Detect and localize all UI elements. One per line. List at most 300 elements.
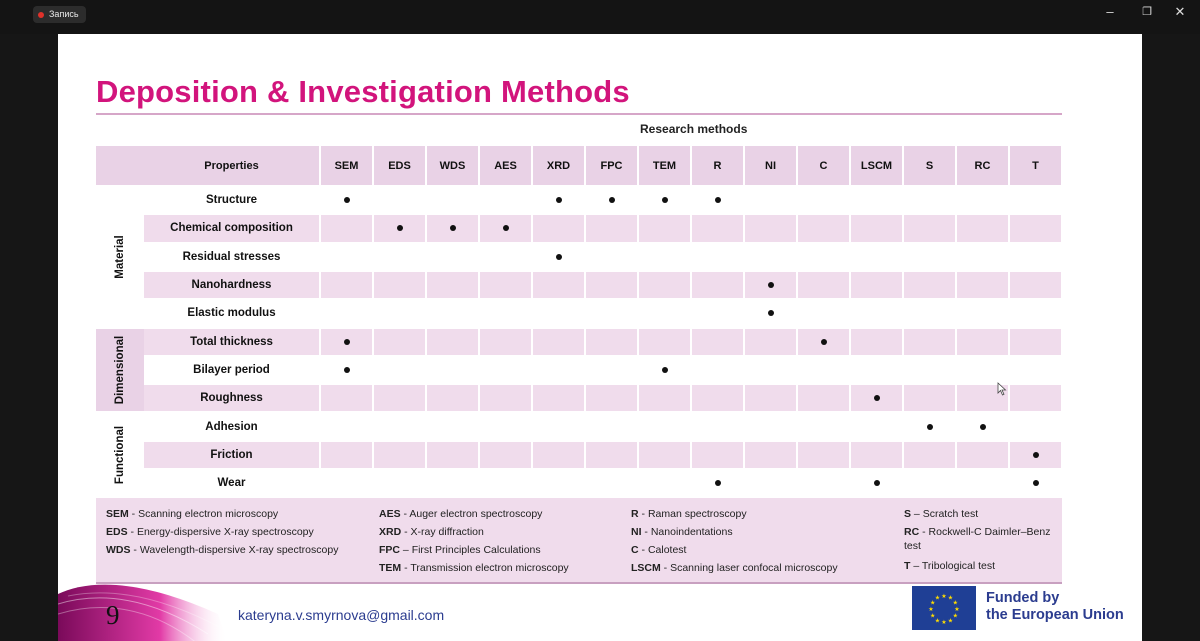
- table-cell: [533, 385, 584, 411]
- legend-abbr: LSCM: [631, 562, 661, 574]
- table-cell: [586, 413, 637, 439]
- table-cell: [533, 357, 584, 383]
- method-header-wds: WDS: [427, 146, 478, 185]
- group-functional: [96, 413, 144, 496]
- legend-entry: [904, 557, 1064, 575]
- table-cell: [321, 470, 372, 496]
- decorative-swirl-icon: [58, 574, 238, 641]
- legend-text: Raman spectroscopy: [647, 508, 747, 520]
- table-cell: [374, 300, 425, 326]
- table-cell: [692, 300, 743, 326]
- table-cell: [904, 300, 955, 326]
- legend-text: Scanning electron microscopy: [138, 508, 279, 520]
- minimize-icon[interactable]: –: [1106, 4, 1114, 19]
- table-cell: [639, 272, 690, 298]
- eu-star-icon: ★: [941, 619, 947, 626]
- table-cell: [586, 272, 637, 298]
- method-header-s: S: [904, 146, 955, 185]
- legend-entry: [631, 541, 838, 559]
- title-divider: [96, 113, 1062, 115]
- table-cell: [851, 300, 902, 326]
- author-email: kateryna.v.smyrnova@gmail.com: [238, 607, 445, 623]
- table-cell: [374, 357, 425, 383]
- table-cell: [957, 470, 1008, 496]
- table-cell: [427, 187, 478, 213]
- bullet-icon: [715, 197, 721, 203]
- table-cell: [692, 413, 743, 439]
- table-cell: [427, 300, 478, 326]
- table-cell: [745, 272, 796, 298]
- funding-line-2: the European Union: [986, 607, 1124, 623]
- table-cell: [957, 272, 1008, 298]
- group-label: Material: [114, 235, 126, 279]
- table-cell: [745, 329, 796, 355]
- group-label: Dimensional: [114, 335, 126, 405]
- mouse-cursor-icon: [997, 382, 1007, 396]
- table-cell: [321, 413, 372, 439]
- table-cell: [586, 470, 637, 496]
- table-cell: [692, 329, 743, 355]
- property-label: Roughness: [144, 385, 319, 411]
- table-cell: [745, 300, 796, 326]
- table-cell: [957, 442, 1008, 468]
- table-cell: [1010, 244, 1061, 270]
- eu-star-icon: ★: [934, 617, 941, 625]
- table-cell: [798, 385, 849, 411]
- legend-separator: –: [911, 508, 923, 520]
- bullet-icon: [980, 424, 986, 430]
- properties-header: Properties: [144, 146, 319, 185]
- table-cell: [374, 244, 425, 270]
- table-cell: [798, 244, 849, 270]
- table-cell: [480, 357, 531, 383]
- method-header-lscm: LSCM: [851, 146, 902, 185]
- table-cell: [904, 187, 955, 213]
- table-cell: [639, 329, 690, 355]
- table-cell: [427, 357, 478, 383]
- table-cell: [586, 187, 637, 213]
- table-cell: [427, 215, 478, 241]
- table-cell: [957, 329, 1008, 355]
- bullet-icon: [556, 197, 562, 203]
- table-cell: [480, 215, 531, 241]
- property-label: Bilayer period: [193, 363, 270, 376]
- legend-abbr: WDS: [106, 544, 131, 556]
- method-header-t: T: [1010, 146, 1061, 185]
- legend-separator: -: [401, 562, 411, 574]
- funding-line-1: Funded by: [986, 590, 1060, 606]
- legend-text: Calotest: [647, 544, 687, 556]
- table-cell: [480, 385, 531, 411]
- table-cell: [1010, 442, 1061, 468]
- table-cell: [533, 244, 584, 270]
- table-cell: [1010, 413, 1061, 439]
- table-cell: [321, 329, 372, 355]
- table-cell: [904, 329, 955, 355]
- table-cell: [692, 272, 743, 298]
- table-cell: [321, 187, 372, 213]
- group-dimensional: [96, 329, 144, 412]
- legend-text: Nanoindentations: [650, 526, 733, 538]
- legend-entry: [904, 525, 1064, 553]
- method-header-c: C: [798, 146, 849, 185]
- table-cell: [639, 413, 690, 439]
- legend-separator: -: [660, 562, 671, 574]
- bullet-icon: [344, 339, 350, 345]
- table-cell: [851, 187, 902, 213]
- legend-text: Scanning laser confocal microscopy: [670, 562, 838, 574]
- table-cell: [1010, 470, 1061, 496]
- table-cell: [745, 244, 796, 270]
- legend-column: [631, 505, 838, 577]
- legend-abbr: S: [904, 508, 912, 520]
- slide-page-number: 9: [106, 600, 120, 630]
- table-cell: [374, 329, 425, 355]
- table-cell: [692, 187, 743, 213]
- header-corner: [96, 146, 144, 185]
- table-cell: [374, 215, 425, 241]
- legend-abbr: FPC: [379, 544, 400, 556]
- legend-abbr: C: [631, 544, 639, 556]
- research-methods-label: Research methods: [640, 122, 748, 136]
- table-cell: [957, 413, 1008, 439]
- bullet-icon: [768, 310, 774, 316]
- property-label: Adhesion: [205, 420, 258, 433]
- bullet-icon: [344, 367, 350, 373]
- eu-star-icon: ★: [941, 593, 947, 600]
- table-cell: [321, 385, 372, 411]
- eu-star-icon: ★: [947, 594, 954, 602]
- legend-text: First Principles Calculations: [411, 544, 541, 556]
- table-cell: [851, 470, 902, 496]
- table-cell: [851, 215, 902, 241]
- legend-separator: –: [400, 544, 412, 556]
- property-label: Wear: [217, 477, 246, 490]
- table-cell: [904, 442, 955, 468]
- table-cell: [533, 187, 584, 213]
- eu-star-icon: ★: [934, 594, 941, 602]
- window-titlebar: [0, 0, 1200, 34]
- table-cell: [957, 187, 1008, 213]
- table-cell: [957, 215, 1008, 241]
- table-cell: [745, 413, 796, 439]
- bullet-icon: [344, 197, 350, 203]
- eu-star-icon: ★: [930, 599, 936, 607]
- bullet-icon: [609, 197, 615, 203]
- table-cell: [1010, 329, 1061, 355]
- eu-star-icon: ★: [947, 617, 954, 625]
- table-cell: [321, 215, 372, 241]
- table-cell: [427, 385, 478, 411]
- table-cell: [745, 215, 796, 241]
- legend-entry: [379, 559, 569, 577]
- bullet-icon: [662, 367, 668, 373]
- legend-abbr: XRD: [379, 526, 402, 538]
- legend-separator: -: [401, 526, 411, 538]
- table-cell: [374, 413, 425, 439]
- bullet-icon: [874, 395, 880, 401]
- legend-entry: [379, 541, 569, 559]
- table-cell: [374, 470, 425, 496]
- legend-separator: -: [641, 526, 651, 538]
- table-cell: [798, 413, 849, 439]
- legend-entry: [379, 505, 569, 523]
- table-cell: [798, 442, 849, 468]
- table-cell: [533, 300, 584, 326]
- legend-separator: -: [400, 508, 410, 520]
- property-label: Elastic modulus: [187, 307, 276, 320]
- legend-entry: [106, 541, 338, 559]
- table-cell: [374, 385, 425, 411]
- table-cell: [1010, 272, 1061, 298]
- table-cell: [480, 300, 531, 326]
- table-cell: [586, 385, 637, 411]
- table-cell: [586, 300, 637, 326]
- bullet-icon: [450, 225, 456, 231]
- table-cell: [851, 357, 902, 383]
- table-cell: [480, 272, 531, 298]
- table-cell: [321, 300, 372, 326]
- table-cell: [374, 442, 425, 468]
- table-cell: [480, 413, 531, 439]
- table-cell: [427, 442, 478, 468]
- methods-legend: [96, 498, 1062, 582]
- bullet-icon: [927, 424, 933, 430]
- table-cell: [321, 442, 372, 468]
- bullet-icon: [768, 282, 774, 288]
- eu-star-icon: ★: [930, 612, 936, 620]
- table-cell: [798, 272, 849, 298]
- table-cell: [798, 215, 849, 241]
- legend-column: [106, 505, 338, 559]
- legend-abbr: AES: [379, 508, 401, 520]
- legend-abbr: TEM: [379, 562, 402, 574]
- table-cell: [904, 215, 955, 241]
- legend-column: [379, 505, 569, 577]
- table-cell: [692, 244, 743, 270]
- table-cell: [639, 215, 690, 241]
- legend-abbr: EDS: [106, 526, 128, 538]
- bullet-icon: [715, 480, 721, 486]
- table-cell: [692, 215, 743, 241]
- table-cell: [904, 470, 955, 496]
- legend-text: Scratch test: [922, 508, 979, 520]
- table-cell: [427, 413, 478, 439]
- method-header-r: R: [692, 146, 743, 185]
- property-label: Friction: [144, 442, 319, 468]
- record-dot-icon: [38, 12, 44, 18]
- table-cell: [692, 442, 743, 468]
- table-cell: [427, 470, 478, 496]
- table-cell: [533, 329, 584, 355]
- table-cell: [904, 244, 955, 270]
- legend-entry: [106, 505, 338, 523]
- legend-abbr: T: [904, 560, 911, 572]
- table-cell: [321, 357, 372, 383]
- table-cell: [639, 470, 690, 496]
- bullet-icon: [874, 480, 880, 486]
- table-cell: [480, 470, 531, 496]
- method-header-fpc: FPC: [586, 146, 637, 185]
- method-header-aes: AES: [480, 146, 531, 185]
- table-cell: [533, 442, 584, 468]
- table-cell: [1010, 300, 1061, 326]
- legend-abbr: NI: [631, 526, 642, 538]
- table-cell: [745, 187, 796, 213]
- legend-text: Tribological test: [921, 560, 996, 572]
- legend-entry: [904, 505, 1064, 523]
- table-cell: [427, 272, 478, 298]
- legend-abbr: R: [631, 508, 639, 520]
- legend-separator: -: [638, 508, 648, 520]
- table-cell: [851, 244, 902, 270]
- method-header-tem: TEM: [639, 146, 690, 185]
- table-cell: [639, 442, 690, 468]
- bullet-icon: [821, 339, 827, 345]
- recording-label: Запись: [49, 9, 79, 19]
- table-cell: [639, 385, 690, 411]
- table-cell: [586, 442, 637, 468]
- legend-text: Auger electron spectroscopy: [409, 508, 543, 520]
- method-header-xrd: XRD: [533, 146, 584, 185]
- table-cell: [639, 187, 690, 213]
- table-cell: [745, 470, 796, 496]
- table-cell: [533, 272, 584, 298]
- legend-abbr: SEM: [106, 508, 129, 520]
- table-cell: [533, 215, 584, 241]
- legend-entry: [631, 505, 838, 523]
- legend-entry: [106, 523, 338, 541]
- table-cell: [957, 357, 1008, 383]
- table-cell: [745, 357, 796, 383]
- bullet-icon: [1033, 480, 1039, 486]
- table-cell: [851, 442, 902, 468]
- table-cell: [1010, 385, 1061, 411]
- eu-star-icon: ★: [954, 606, 960, 613]
- table-cell: [692, 470, 743, 496]
- bullet-icon: [556, 254, 562, 260]
- bullet-icon: [1033, 452, 1039, 458]
- table-cell: [427, 244, 478, 270]
- table-cell: [480, 329, 531, 355]
- table-cell: [851, 329, 902, 355]
- table-cell: [321, 244, 372, 270]
- table-cell: [639, 244, 690, 270]
- group-material: [96, 187, 144, 327]
- slide-title: Deposition & Investigation Methods: [96, 74, 630, 109]
- property-label: Nanohardness: [144, 272, 319, 298]
- legend-separator: -: [919, 526, 929, 538]
- table-cell: [798, 329, 849, 355]
- table-cell: [374, 272, 425, 298]
- legend-abbr: RC: [904, 526, 920, 538]
- eu-star-icon: ★: [928, 606, 934, 613]
- bullet-icon: [503, 225, 509, 231]
- table-cell: [639, 357, 690, 383]
- method-header-ni: NI: [745, 146, 796, 185]
- table-cell: [1010, 187, 1061, 213]
- legend-separator: –: [910, 560, 922, 572]
- property-label: Structure: [205, 194, 258, 207]
- table-cell: [533, 470, 584, 496]
- method-header-sem: SEM: [321, 146, 372, 185]
- table-cell: [904, 413, 955, 439]
- table-cell: [851, 272, 902, 298]
- legend-entry: [631, 559, 838, 577]
- presentation-slide: [58, 34, 1142, 641]
- table-cell: [427, 329, 478, 355]
- eu-star-icon: ★: [952, 599, 958, 607]
- table-cell: [480, 244, 531, 270]
- table-cell: [480, 442, 531, 468]
- close-icon[interactable]: ✕: [1174, 4, 1186, 19]
- table-cell: [798, 357, 849, 383]
- group-label: Functional: [114, 425, 126, 484]
- table-cell: [374, 187, 425, 213]
- table-cell: [586, 329, 637, 355]
- table-cell: [904, 385, 955, 411]
- legend-text: Energy-dispersive X-ray spectroscopy: [136, 526, 314, 538]
- table-cell: [904, 357, 955, 383]
- legend-text: Rockwell-C Daimler–Benz test: [904, 526, 1051, 552]
- method-header-rc: RC: [957, 146, 1008, 185]
- property-label: Chemical composition: [144, 215, 319, 241]
- table-cell: [1010, 357, 1061, 383]
- legend-text: Transmission electron microscopy: [410, 562, 569, 574]
- legend-text: Wavelength-dispersive X-ray spectroscopy: [139, 544, 339, 556]
- table-cell: [798, 470, 849, 496]
- legend-divider: [96, 582, 1062, 584]
- bullet-icon: [397, 225, 403, 231]
- table-cell: [586, 357, 637, 383]
- property-label: Total thickness: [144, 329, 319, 355]
- eu-flag-icon: [912, 586, 976, 630]
- table-cell: [851, 413, 902, 439]
- methods-table: [96, 146, 1062, 496]
- bullet-icon: [662, 197, 668, 203]
- table-cell: [639, 300, 690, 326]
- method-header-eds: EDS: [374, 146, 425, 185]
- legend-entry: [379, 523, 569, 541]
- legend-column: [904, 505, 1064, 575]
- legend-separator: -: [128, 508, 139, 520]
- recording-badge[interactable]: [33, 6, 86, 23]
- restore-icon[interactable]: ❐: [1142, 6, 1152, 18]
- table-cell: [533, 413, 584, 439]
- eu-star-icon: ★: [952, 612, 958, 620]
- funding-statement: [986, 590, 1124, 624]
- legend-entry: [631, 523, 838, 541]
- legend-text: X-ray diffraction: [410, 526, 484, 538]
- legend-separator: -: [638, 544, 648, 556]
- table-cell: [321, 272, 372, 298]
- legend-separator: -: [130, 544, 140, 556]
- table-cell: [745, 442, 796, 468]
- table-cell: [586, 215, 637, 241]
- table-cell: [586, 244, 637, 270]
- table-cell: [904, 272, 955, 298]
- table-cell: [1010, 215, 1061, 241]
- table-cell: [798, 187, 849, 213]
- table-cell: [692, 385, 743, 411]
- property-label: Residual stresses: [182, 250, 281, 263]
- legend-separator: -: [127, 526, 137, 538]
- table-cell: [745, 385, 796, 411]
- table-cell: [957, 300, 1008, 326]
- table-cell: [957, 244, 1008, 270]
- table-cell: [798, 300, 849, 326]
- table-cell: [480, 187, 531, 213]
